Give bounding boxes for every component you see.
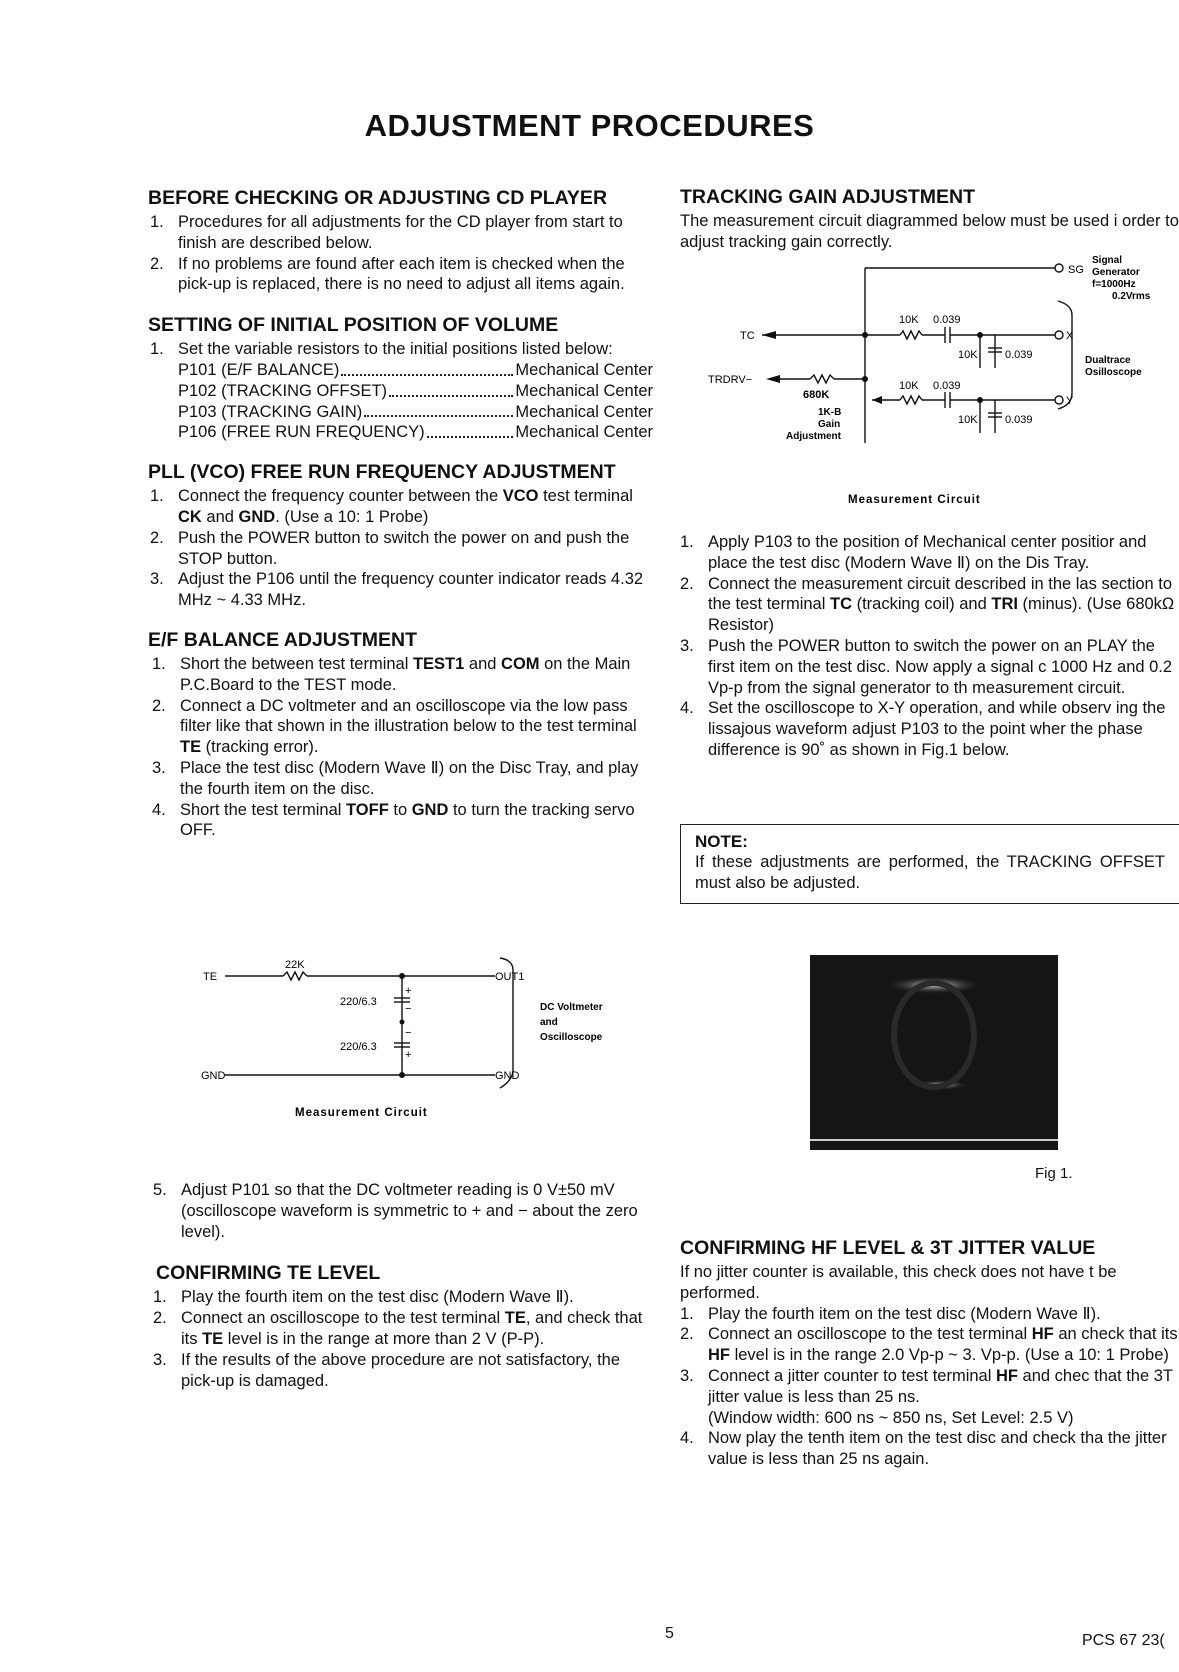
list-item [150,254,653,296]
lissajous-waveform [810,955,1058,1150]
before-heading: BEFORE CHECKING OR ADJUSTING CD PLAYER [148,187,608,209]
document-code: PCS 67 23( [1082,1632,1165,1649]
item-text: (tracking coil) and [851,595,992,614]
item-text: to turn the tracking servo OFF. [180,800,635,840]
label-adjustment: Adjustment [786,431,841,442]
volume-list [148,339,653,443]
term-hf: HF [708,1346,730,1365]
setting-label: P102 (TRACKING OFFSET) [178,381,388,400]
term-ck: CK [178,507,202,526]
note-label: NOTE: [695,832,748,851]
label-trdrv: TRDRV− [708,374,753,386]
term-trdrv: TRI [991,595,1018,614]
label-680k: 680K [803,389,830,401]
tracking-intro: The measurement circuit diagrammed below must be used i order to adjust tracking gain correctly. [680,212,1179,251]
item-text: If the results of the above procedure are not satisfactory, the pick-up is damaged. [181,1350,621,1390]
label-signal: Signal [1092,255,1123,266]
label-vrms: 0.2Vrms [1112,291,1151,302]
left-column [148,187,653,841]
label-gnd-out: GND [495,1070,520,1082]
item-number: 3. [153,1350,167,1369]
item-number: 3. [680,1366,694,1385]
list-item [680,1304,1179,1325]
label-1kb: 1K-B [818,407,842,418]
list-item [150,339,653,443]
plus-sign: + [405,985,412,997]
item-number: 1. [152,654,166,673]
item-text: (tracking error). [201,738,319,757]
item-text: Play the fourth item on the test disc (Modern Wave Ⅱ). [181,1288,574,1307]
term-hf: HF [1031,1325,1054,1344]
item-text: and [201,507,239,526]
item-number: 1. [680,1304,694,1323]
label-0039-shunt: 0.039 [1005,349,1033,361]
term-te: TE [504,1309,526,1328]
setting-label: P101 (E/F BALANCE) [178,360,340,379]
tracking-list [680,532,1179,761]
item-number: 4. [680,699,694,718]
item-text: Push the POWER button to switch the power on and push the STOP button. [178,528,630,568]
label-0039-mid: 0.039 [933,380,961,392]
list-item [153,1308,653,1350]
term-te: TE [180,738,202,757]
label-out1: OUT1 [495,971,525,983]
list-item [153,1350,653,1392]
item-text: Play the fourth item on the test disc (Modern Wave Ⅱ). [708,1304,1101,1323]
label-gnd-in: GND [201,1070,226,1082]
item-text: Set the variable resistors to the initial positions listed below: [178,340,613,359]
item-text: (minus). (Use 680kΩ Resistor) [708,595,1175,635]
hf-list [680,1304,1179,1470]
tracking-heading: TRACKING GAIN ADJUSTMENT [680,186,976,208]
label-dc-voltmeter: DC Voltmeter [540,1002,603,1013]
item-text: Set the oscilloscope to X-Y operation, and while observ ing the lissajous waveform adjust P103 to the point wher the phase difference is 90˚ as shown in Fig.1 below. [708,699,1166,759]
term-toff: TOFF [346,800,389,819]
list-item [153,1180,653,1242]
pll-list [148,486,653,611]
item-text: Adjust the P106 until the frequency counter indicator reads 4.32 MHz ~ 4.33 MHz. [178,570,644,610]
item-text: Short the between test terminal [180,654,413,673]
hf-intro: If no jitter counter is available, this check does not have t be performed. [680,1263,1117,1302]
label-0039-bottom: 0.039 [1005,414,1033,426]
before-list [148,212,653,295]
label-cap2: 220/6.3 [340,1041,377,1053]
hf-heading: CONFIRMING HF LEVEL & 3T JITTER VALUE [680,1237,1096,1259]
label-y: Y [1066,395,1074,407]
term-com: COM [501,654,540,673]
item-number: 2. [152,696,166,715]
label-te: TE [203,971,218,983]
right-column [680,186,1179,253]
list-item [152,696,653,758]
volume-heading: SETTING OF INITIAL POSITION OF VOLUME [148,314,559,337]
label-cap1: 220/6.3 [340,996,377,1008]
tracking-circuit-diagram [700,253,1179,518]
tracking-steps [680,532,1179,761]
list-item [150,212,653,254]
list-item [680,1366,1179,1428]
item-text: level is in the range 2.0 Vp-p ~ 3. Vp-p. (Use a 10: 1 Probe) [730,1346,1169,1365]
setting-row [178,381,653,402]
item-number: 1. [153,1288,167,1307]
note-text: If these adjustments are performed, the TRACKING OFFSET must also be adjusted. [695,853,1165,892]
item-text: Connect a jitter counter to test terminal [708,1366,996,1385]
circuit-caption: Measurement Circuit [848,494,981,506]
list-item [680,574,1179,636]
note-box [680,824,1179,904]
item-number: 2. [680,574,694,593]
item-text: Adjust P101 so that the DC voltmeter reading is 0 V±50 mV (oscilloscope waveform is symmetric to + and − about the zero level). [181,1181,638,1241]
ef-heading: E/F BALANCE ADJUSTMENT [148,628,418,651]
lissajous-photo [810,955,1058,1150]
item-text: to [388,800,412,819]
page-title: ADJUSTMENT PROCEDURES [364,108,815,143]
label-frequency: f=1000Hz [1092,279,1136,290]
label-10k-shunt: 10K [958,349,978,361]
list-item [150,486,653,528]
setting-row [178,360,653,381]
list-item [152,800,653,842]
item-text: Place the test disc (Modern Wave Ⅱ) on the Disc Tray, and play the fourth item on the disc. [180,758,639,798]
ef-list [148,654,653,841]
label-0039-top: 0.039 [933,314,961,326]
list-item [680,1324,1179,1366]
term-vco: VCO [502,487,539,506]
label-gain: Gain [818,419,841,430]
term-te: TE [202,1329,224,1348]
setting-value: Mechanical Center [515,360,653,379]
page-number: 5 [665,1625,674,1642]
item-number: 5. [153,1181,167,1199]
list-item [680,698,1179,760]
item-number: 3. [150,570,164,589]
plus-sign: + [405,1049,412,1061]
ef-list-cont [153,1180,653,1242]
item-text: and chec that the 3T jitter value is less than 25 ns. [708,1366,1173,1406]
list-item [153,1287,653,1308]
list-item [152,758,653,800]
left-column-bottom [153,1180,653,1391]
list-item [150,528,653,570]
label-x: X [1066,330,1074,342]
item-text: Connect an oscilloscope to the test terminal [708,1325,1032,1344]
circuit-caption: Measurement Circuit [295,1107,428,1119]
lowpass-circuit-diagram [195,950,655,1125]
item-text: an check that its [1053,1325,1178,1344]
fig-caption: Fig 1. [1035,1165,1073,1182]
item-number: 1. [150,340,164,359]
item-text: Connect the frequency counter between the [178,487,503,506]
hf-section [680,1237,1179,1470]
label-oscilloscope: Oscilloscope [540,1032,603,1043]
list-item [680,1428,1179,1470]
item-text: If no problems are found after each item is checked when the pick-up is replaced, there is no need to adjust all items again. [178,254,625,294]
minus-sign: − [405,1027,412,1039]
label-osilloscope: Osilloscope [1085,367,1142,378]
item-text: Connect a DC voltmeter and an oscilloscope via the low pass filter like that shown in the illustration below to the test terminal [180,696,637,736]
item-text: Connect the measurement circuit described in the las section to the test terminal [708,574,1173,614]
item-text: Short the test terminal [180,800,346,819]
item-text: test terminal [538,487,633,506]
setting-row [178,422,653,443]
setting-label: P106 (FREE RUN FREQUENCY) [178,423,425,442]
setting-row [178,402,653,423]
minus-sign: − [405,1003,412,1015]
term-gnd: GND [411,800,449,819]
item-text: and [464,654,502,673]
setting-label: P103 (TRACKING GAIN) [178,402,363,421]
label-dualtrace: Dualtrace [1085,355,1131,366]
setting-value: Mechanical Center [515,423,653,442]
item-text: Now play the tenth item on the test disc and check tha the jitter value is less than 25 ns again. [708,1429,1167,1469]
item-text: on the Main P.C.Board to the TEST mode. [180,654,631,694]
te-level-list [153,1287,653,1391]
label-22k: 22K [285,959,305,971]
item-number: 4. [152,800,166,819]
item-number: 2. [153,1309,167,1328]
label-tc: TC [740,330,755,342]
label-sg: SG [1068,264,1084,276]
setting-value: Mechanical Center [515,402,653,421]
label-10k-mid: 10K [899,380,919,392]
list-item [150,569,653,611]
label-10k-bottom: 10K [958,414,978,426]
term-tc: TC [829,595,852,614]
label-generator: Generator [1092,267,1140,278]
item-number: 3. [680,636,694,655]
item-number: 4. [680,1429,694,1448]
label-and: and [540,1017,558,1028]
item-text: (Window width: 600 ns ~ 850 ns, Set Level: 2.5 V) [708,1408,1074,1427]
item-text: Connect an oscilloscope to the test terminal [181,1309,505,1328]
item-text: Apply P103 to the position of Mechanical center positior and place the test disc (Modern Wave Ⅱ) on the Dis Tray. [708,533,1147,572]
item-number: 3. [152,758,166,777]
te-level-heading: CONFIRMING TE LEVEL [156,1262,381,1285]
term-gnd: GND [238,507,276,526]
item-text: , and check that its [181,1309,643,1348]
item-number: 2. [150,254,164,273]
item-number: 2. [680,1325,694,1344]
list-item [152,654,653,696]
term-hf: HF [995,1366,1018,1385]
item-number: 1. [150,213,164,231]
label-10k-top: 10K [899,314,919,326]
item-text: Push the POWER button to switch the power on an PLAY the first item on the test disc. Now apply a signal c 1000 Hz and 0.2 Vp-p from the signal generator to th measurement circuit. [708,636,1173,697]
item-text: . (Use a 10: 1 Probe) [275,507,429,526]
item-text: Procedures for all adjustments for the CD player from start to finish are described below. [178,213,623,252]
setting-value: Mechanical Center [515,381,653,400]
item-number: 1. [150,487,164,506]
item-number: 2. [150,528,164,547]
pll-heading: PLL (VCO) FREE RUN FREQUENCY ADJUSTMENT [148,461,616,484]
item-text: level is in the range at more than 2 V (P-P). [223,1329,545,1348]
list-item [680,636,1179,698]
item-number: 1. [680,533,694,551]
list-item [680,532,1179,574]
term-test1: TEST1 [412,654,465,673]
